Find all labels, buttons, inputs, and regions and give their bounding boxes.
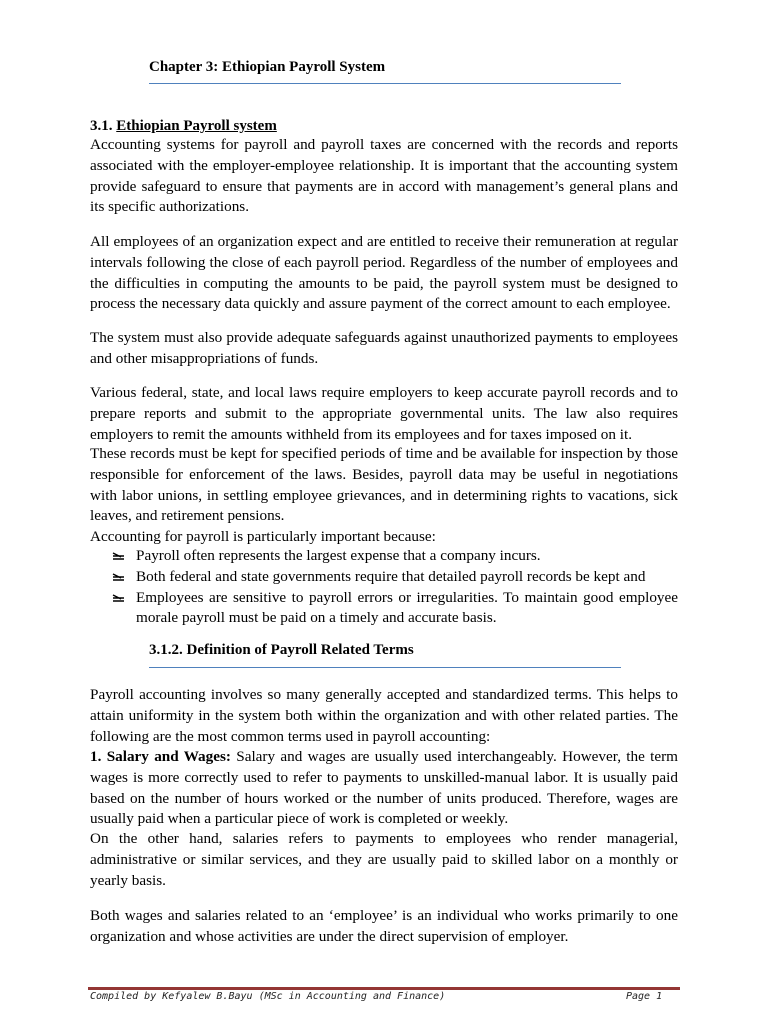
paragraph-salaries: On the other hand, salaries refers to payments to employees who render managerial, administrative or similar services, and they are usually paid to skilled labor on a monthly or yearly basis. [90,830,678,889]
paragraph-records-kept: These records must be kept for specified periods of time and be available for inspection by those responsible for enforcement of the laws. Besides, payroll data may be useful in negotiations with labor unions, in settling employee grievances, and in determining rights to vacations, sick leaves, and retirement pensions. [90,445,678,525]
section-title-text: Ethiopian Payroll system [116,118,277,134]
list-item-text: Payroll often represents the largest expense that a company incurs. [136,547,541,564]
bullet-icon [112,572,125,582]
paragraph-laws: Various federal, state, and local laws require employers to keep accurate payroll records and to prepare reports and submit to the appropriate governmental units. The law also requires employers to remit the amounts withheld from its employees and for taxes imposed on it. [90,384,678,443]
paragraph-importance-intro: Accounting for payroll is particularly important because: [90,528,436,545]
paragraph-safeguards: The system must also provide adequate safeguards against unauthorized payments to employees and other misappropriations of funds. [90,329,678,367]
bullet-icon [112,593,125,603]
subsection-title-rule [149,667,621,668]
importance-list [112,546,678,629]
paragraph-salary-wages [90,747,678,830]
list-item-text: Both federal and state governments require that detailed payroll records be kept and [136,567,646,585]
salary-wages-definition: Salary and wages are usually used interchangeably. However, the term wages is more correctly used to refer to payments to unskilled-manual labor. It is usually paid based on the number of hours worked or the number of units produced. Therefore, wages are usually paid when a particular piece of work is completed or weekly. [90,748,678,828]
paragraph-accounting-systems: Accounting systems for payroll and payroll taxes are concerned with the records and reports associated with the employer-employee relationship. It is important that the accounting system provide safeguard to ensure that payments are in accord with management’s general plans and its specific authorizations. [90,136,678,216]
paragraph-employees-remuneration: All employees of an organization expect and are entitled to receive their remuneration at regular intervals following the close of each payroll period. Regardless of the number of employees and the difficulties in computing the amounts to be paid, the payroll system must be designed to process the necessary data quickly and assure payment of the correct amount to each employee. [90,233,678,313]
list-item-text: Employees are sensitive to payroll errors or irregularities. To maintain good employee morale payroll must be paid on a timely and accurate basis. [136,588,678,627]
list-item [112,567,678,588]
section-title [90,118,277,135]
chapter-title-rule [149,83,621,84]
salary-wages-term: 1. Salary and Wages: [90,748,231,765]
paragraph-terms-intro: Payroll accounting involves so many generally accepted and standardized terms. This helps to attain uniformity in the system both within the organization and with other related parties. The following are the most common terms used in payroll accounting: [90,686,678,745]
list-item [112,546,678,567]
subsection-title: 3.1.2. Definition of Payroll Related Terms [149,642,414,658]
page-number: Page 1 [626,991,663,1002]
chapter-title: Chapter 3: Ethiopian Payroll System [149,59,386,75]
footer-rule [88,987,680,990]
footer-compiled-by: Compiled by Kefyalew B.Bayu (MSc in Accounting and Finance) [90,991,446,1002]
list-item [112,588,678,630]
section-number: 3.1. [90,118,113,134]
bullet-icon [112,551,125,561]
paragraph-employee: Both wages and salaries related to an ‘employee’ is an individual who works primarily to one organization and whose activities are under the direct supervision of employer. [90,907,678,945]
